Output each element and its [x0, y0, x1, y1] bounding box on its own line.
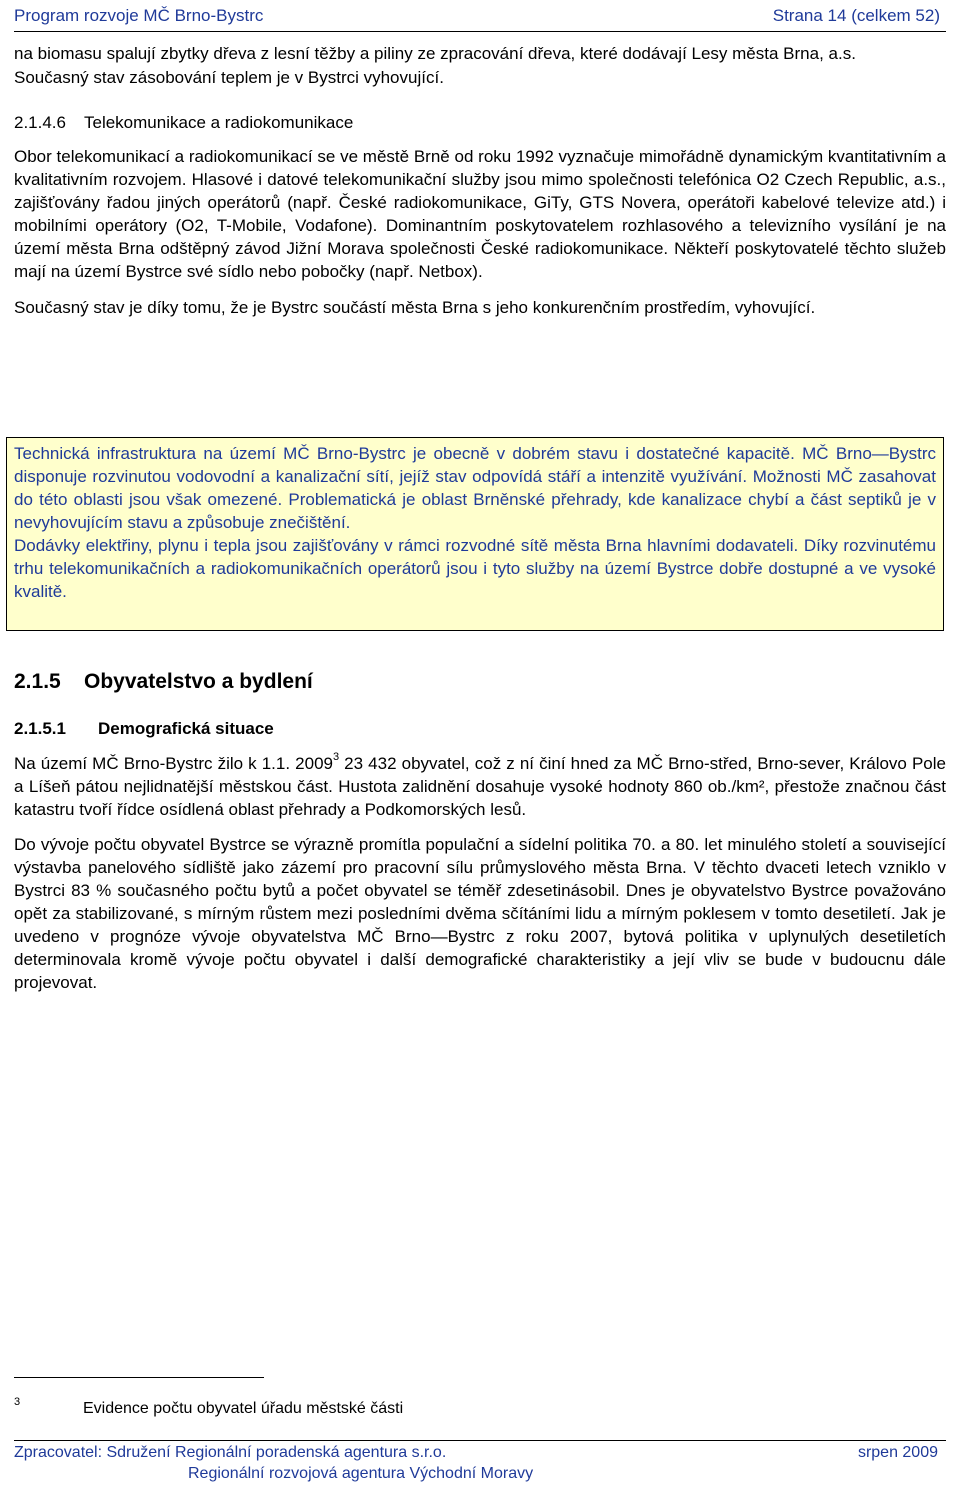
footer-date: srpen 2009 [857, 1444, 938, 1461]
footnote-text: Evidence počtu obyvatel úřadu městské části [83, 1400, 404, 1417]
section-number: 2.1.5.1 [14, 719, 66, 738]
page-footer [14, 1444, 946, 1484]
paragraph-heating-status: Současný stav zásobování teplem je v Bystrci vyhovující. [14, 68, 444, 87]
summary-box [6, 437, 944, 631]
section-title: Obyvatelstvo a bydlení [84, 670, 313, 693]
footnote-number: 3 [14, 1396, 21, 1408]
header-document-title: Program rozvoje MČ Brno-Bystrc [14, 6, 264, 25]
footer-agency: Regionální rozvojová agentura Východní Moravy [188, 1465, 534, 1482]
section-heading-demography [14, 719, 274, 739]
header-page-number: Strana 14 (celkem 52) [772, 6, 940, 25]
paragraph-telecom-status: Současný stav je díky tomu, že je Bystrc součástí města Brna s jeho konkurenčním prostředím, vyhovující. [14, 298, 816, 317]
footer-separator [14, 1440, 946, 1441]
section-title: Telekomunikace a radiokomunikace [84, 113, 354, 132]
main-content [14, 42, 946, 319]
paragraph-telecom-overview: Obor telekomunikací a radiokomunikací se ve městě Brně od roku 1992 vyznačuje mimořádně dynamickým kvantitativním a kvalitativním rozvojem. Hlasové i datové telekomunikační služby jsou mimo společnosti telefónica O2 Czech Republic, a.s., zajišťovány řadou jiných operátorů (např. České radiokomunikace, GiTy, GTS Novera, operátoři kabelové televize atd.) i mobilními operátory (O2, T-Mobile, Vodafone). Dominantním poskytovatelem rozhlasového a televizního vysílání je na území města Brna odštěpný závod Jižní Morava společnosti České radiokomunikace. Někteří poskytovatelé těchto služeb mají na území Bystrce své sídlo nebo pobočky (např. Netbox). [14, 147, 946, 281]
paragraph-population-count: Na území MČ Brno-Bystrc žilo k 1.1. 2009$^3$ 23 432 obyvatel, což z ní činí hned za MČ Brno-střed, Brno-sever, Královo Pole a Líšeň pátou nejlidnatější městskou část. Hustota zalidnění dosahuje vysoké hodnoty 860 ob./km², přestože značnou část katastru tvoří řídce osídlená oblast přehrady a Podkomorských lesů. [14, 751, 946, 819]
summary-paragraph-utilities: Dodávky elektřiny, plynu i tepla jsou zajišťovány v rámci rozvodné sítě města Brna hlavními dodavateli. Díky rozvinutému trhu telekomunikačních a radiokomunikačních operátorů jsou i tyto služby na území Bystrce dobře dostupné a ve vysoké kvalitě. [14, 536, 936, 601]
summary-paragraph-infrastructure: Technická infrastruktura na území MČ Brno-Bystrc je obecně v dobrém stavu i dostatečné kapacitě. MČ Brno—Bystrc disponuje rozvinutou vodovodní a kanalizační sítí, jejíž stav odpovídá stáří a intenzitě využívání. Možnosti MČ zasahovat do této oblasti jsou však omezené. Problematická je oblast Brněnské přehrady, kde kanalizace chybí a část septiků je v nevyhovujícím stavu a způsobuje znečištění. [14, 444, 936, 532]
demography-content [14, 752, 946, 994]
footer-author: Zpracovatel: Sdružení Regionální poradenská agentura s.r.o. [14, 1444, 447, 1461]
footnote-reference[interactable]: 3 [332, 751, 340, 764]
section-heading-population [14, 670, 313, 694]
section-number: 2.1.5 [14, 670, 61, 693]
page-header [14, 3, 946, 32]
section-heading-telecom [14, 113, 946, 133]
section-title: Demografická situace [98, 719, 274, 738]
paragraph-biomass: na biomasu spalují zbytky dřeva z lesní těžby a piliny ze zpracování dřeva, které dodávají Lesy města Brna, a.s. [14, 44, 856, 63]
section-number: 2.1.4.6 [14, 113, 66, 132]
footnote-separator [14, 1377, 264, 1378]
paragraph-population-development: Do vývoje počtu obyvatel Bystrce se výrazně promítla populační a sídelní politika 70. a 80. let minulého století a související výstavba panelového sídliště jako zázemí pro pracovní sílu průmyslového města Brna. V těchto dvaceti letech vzniklo v Bystrci 83 % současného počtu bytů a počet obyvatel se téměř zdesetinásobil. Dnes je obyvatelstvo Bystrce považováno opět za stabilizované, s mírným růstem mezi posledními dvěma sčítáními lidu a mírným poklesem v tomto desetiletí. Jak je uvedeno v prognóze vývoje obyvatelstva MČ Brno—Bystrc z roku 2007, bytová politika v uplynulých desetiletích determinovala kromě vývoje počtu obyvatel i další demografické charakteristiky a její vliv se bude v budoucnu dále projevovat. [14, 835, 946, 992]
